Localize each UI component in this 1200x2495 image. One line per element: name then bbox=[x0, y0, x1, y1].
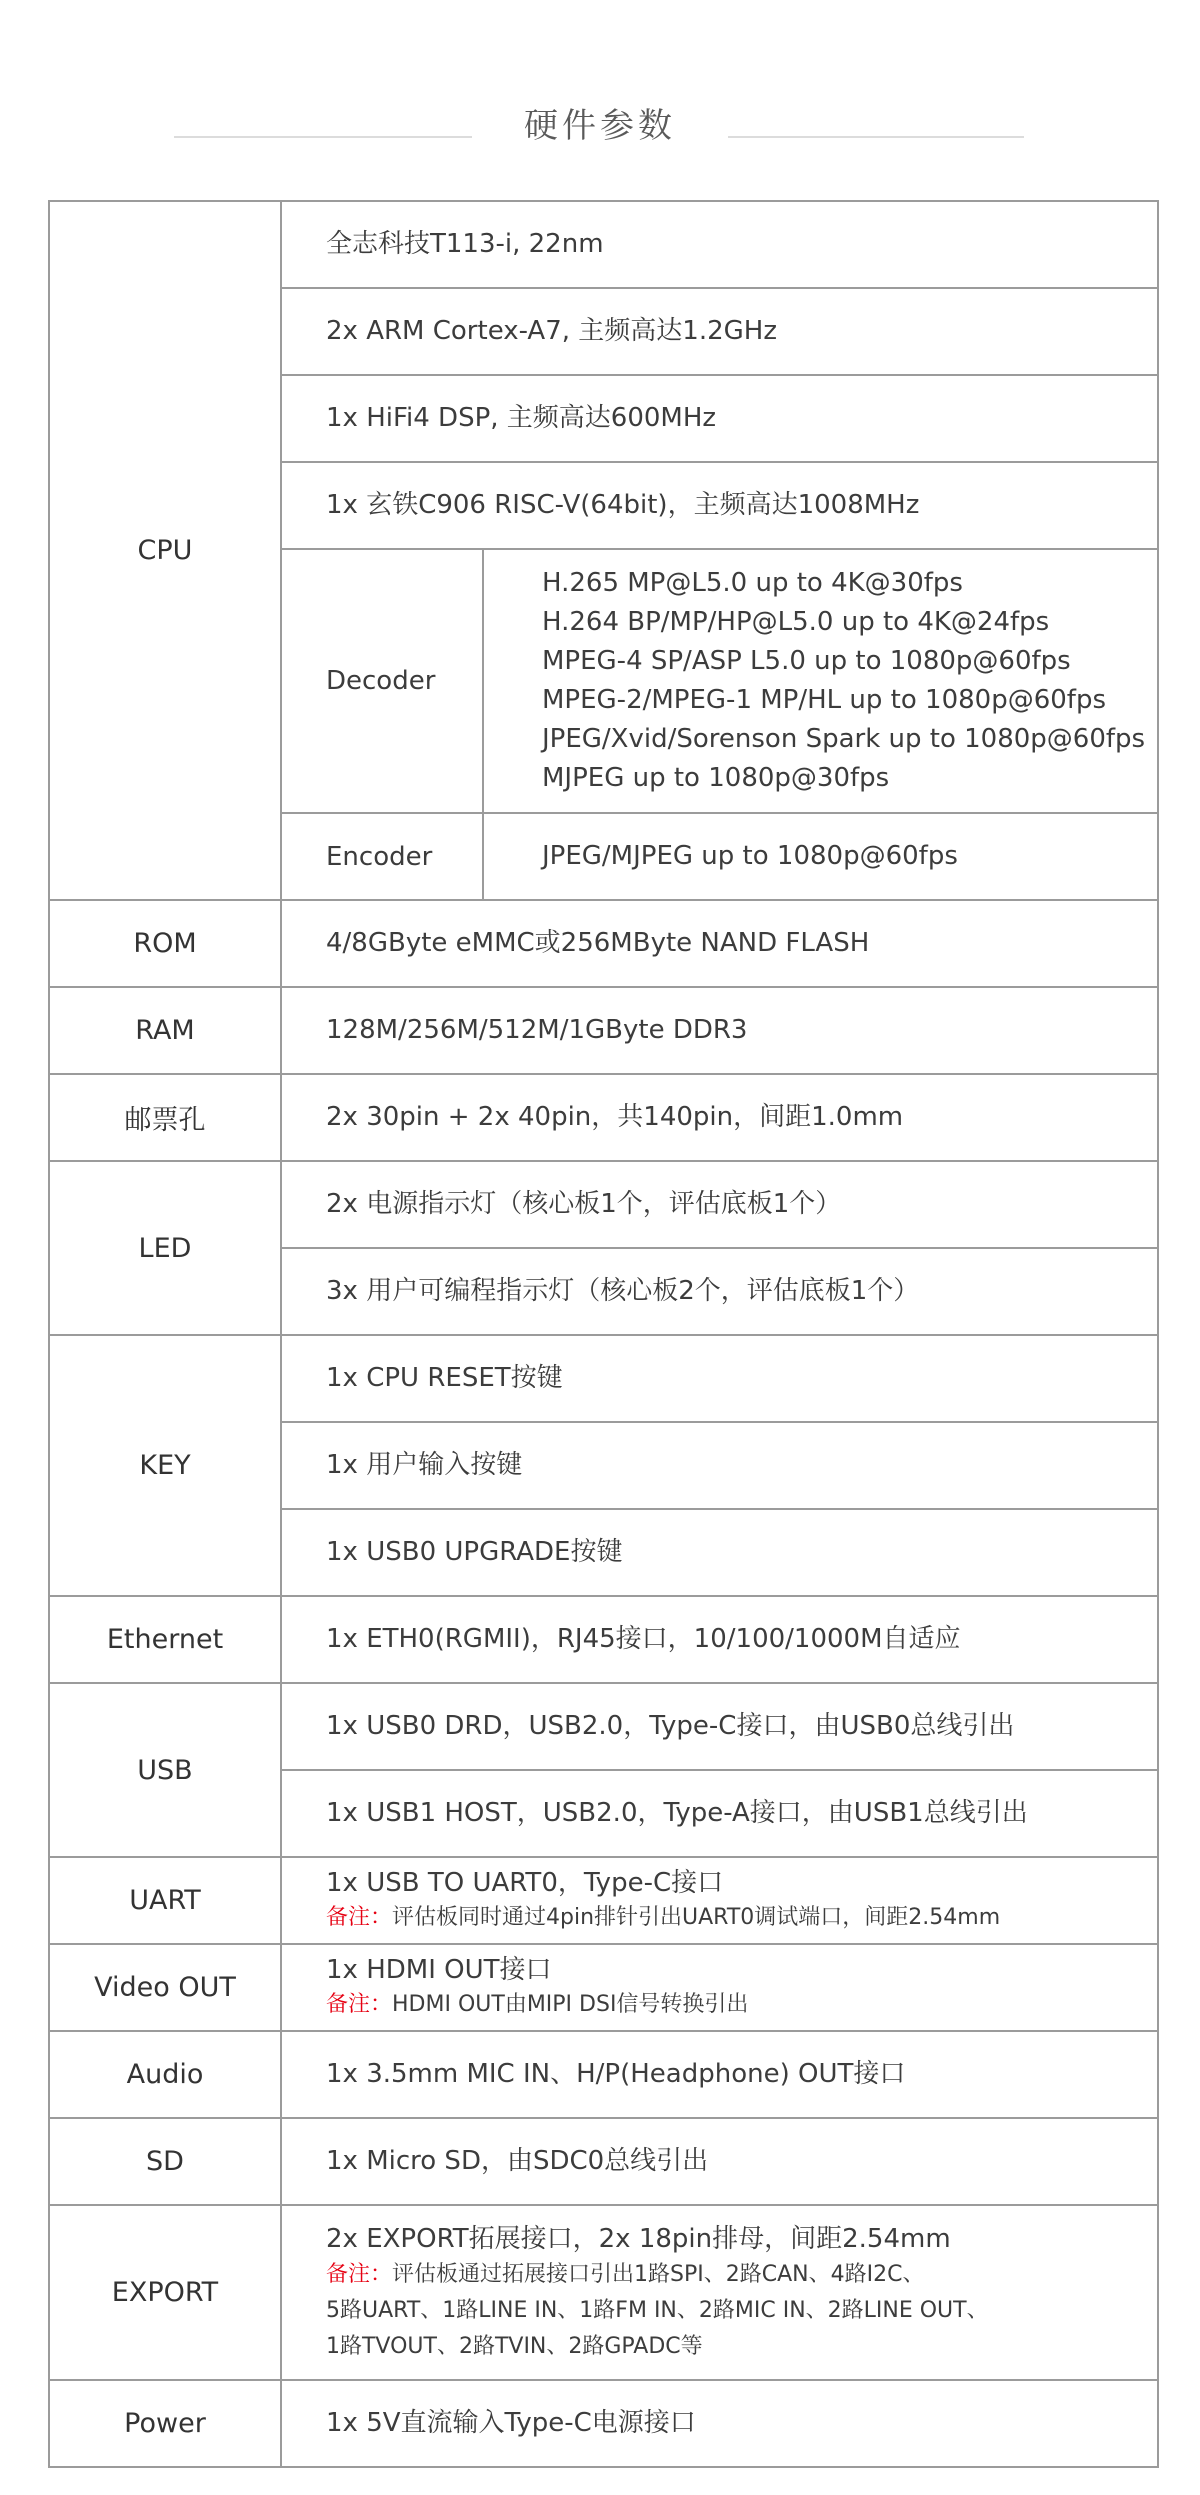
decoder-format-line: MPEG-4 SP/ASP L5.0 up to 1080p@60fps bbox=[542, 646, 1071, 676]
spec-value-audio: 1x 3.5mm MIC IN、H/P(Headphone) OUT接口 bbox=[281, 2031, 1158, 2118]
spec-label-usb: USB bbox=[49, 1683, 281, 1857]
note-text: HDMI OUT由MIPI DSI信号转换引出 bbox=[392, 1991, 749, 2017]
spec-row-ethernet bbox=[49, 1596, 1158, 1683]
encoder-format: JPEG/MJPEG up to 1080p@60fps bbox=[483, 813, 1158, 900]
spec-row-led bbox=[49, 1161, 1158, 1248]
note-text: 评估板同时通过4pin排针引出UART0调试端口，间距2.54mm bbox=[392, 1904, 1001, 1930]
video-note bbox=[326, 1987, 1157, 2023]
spec-value-ethernet: 1x ETH0(RGMII)，RJ45接口，10/100/1000M自适应 bbox=[281, 1596, 1158, 1683]
spec-label-audio: Audio bbox=[49, 2031, 281, 2118]
note-label: 备注： bbox=[326, 1904, 393, 1930]
spec-label-key: KEY bbox=[49, 1335, 281, 1596]
spec-value-rom: 4/8GByte eMMC或256MByte NAND FLASH bbox=[281, 900, 1158, 987]
spec-value-key: 1x USB0 UPGRADE按键 bbox=[281, 1509, 1158, 1596]
cpu-soc: 全志科技T113-i, 22nm bbox=[281, 201, 1158, 288]
spec-label-sd: SD bbox=[49, 2118, 281, 2205]
section-header bbox=[0, 0, 1200, 200]
spec-value-sd: 1x Micro SD，由SDC0总线引出 bbox=[281, 2118, 1158, 2205]
spec-row-ram bbox=[49, 987, 1158, 1074]
spec-row-sd bbox=[49, 2118, 1158, 2205]
decoder-format-line: H.265 MP@L5.0 up to 4K@30fps bbox=[542, 568, 963, 598]
spec-label-cpu: CPU bbox=[49, 201, 281, 900]
spec-row-cpu bbox=[49, 201, 1158, 288]
note-text: 评估板通过拓展接口引出1路SPI、2路CAN、4路I2C、 bbox=[392, 2261, 925, 2287]
spec-value-video-out bbox=[281, 1944, 1158, 2031]
spec-value-power: 1x 5V直流输入Type-C电源接口 bbox=[281, 2380, 1158, 2467]
uart-main: 1x USB TO UART0，Type-C接口 bbox=[326, 1867, 724, 1898]
note-label: 备注： bbox=[326, 2261, 393, 2287]
export-note-line: 1路TVOUT、2路TVIN、2路GPADC等 bbox=[326, 2333, 703, 2359]
section-title: 硬件参数 bbox=[524, 106, 676, 146]
spec-row-uart bbox=[49, 1857, 1158, 1944]
spec-value-led: 3x 用户可编程指示灯（核心板2个，评估底板1个） bbox=[281, 1248, 1158, 1335]
spec-value-export bbox=[281, 2205, 1158, 2380]
spec-label-stamp-hole: 邮票孔 bbox=[49, 1074, 281, 1161]
spec-label-video-out: Video OUT bbox=[49, 1944, 281, 2031]
spec-label-led: LED bbox=[49, 1161, 281, 1335]
decoder-format-line: MPEG-2/MPEG-1 MP/HL up to 1080p@60fps bbox=[542, 685, 1106, 715]
spec-row-audio bbox=[49, 2031, 1158, 2118]
hardware-spec-table bbox=[48, 200, 1159, 2468]
cpu-dsp: 1x HiFi4 DSP, 主频高达600MHz bbox=[281, 375, 1158, 462]
export-note bbox=[326, 2257, 1157, 2293]
export-note-line: 5路UART、1路LINE IN、1路FM IN、2路MIC IN、2路LINE OUT、 bbox=[326, 2297, 989, 2323]
spec-label-ram: RAM bbox=[49, 987, 281, 1074]
spec-row-stamp-hole bbox=[49, 1074, 1158, 1161]
spec-row-export bbox=[49, 2205, 1158, 2380]
spec-value-ram: 128M/256M/512M/1GByte DDR3 bbox=[281, 987, 1158, 1074]
spec-row-key bbox=[49, 1335, 1158, 1422]
spec-row-video-out bbox=[49, 1944, 1158, 2031]
spec-value-key: 1x CPU RESET按键 bbox=[281, 1335, 1158, 1422]
decoder-format-line: H.264 BP/MP/HP@L5.0 up to 4K@24fps bbox=[542, 607, 1050, 637]
spec-value-led: 2x 电源指示灯（核心板1个，评估底板1个） bbox=[281, 1161, 1158, 1248]
encoder-label: Encoder bbox=[281, 813, 483, 900]
note-label: 备注： bbox=[326, 1991, 393, 2017]
video-main: 1x HDMI OUT接口 bbox=[326, 1954, 552, 1985]
spec-value-key: 1x 用户输入按键 bbox=[281, 1422, 1158, 1509]
spec-label-ethernet: Ethernet bbox=[49, 1596, 281, 1683]
uart-note bbox=[326, 1900, 1157, 1936]
spec-row-usb bbox=[49, 1683, 1158, 1770]
spec-label-rom: ROM bbox=[49, 900, 281, 987]
decoder-format-line: JPEG/Xvid/Sorenson Spark up to 1080p@60fps bbox=[542, 724, 1146, 754]
decoder-formats bbox=[483, 549, 1158, 813]
spec-row-power bbox=[49, 2380, 1158, 2467]
header-divider-right bbox=[728, 136, 1024, 138]
cpu-riscv: 1x 玄铁C906 RISC-V(64bit)，主频高达1008MHz bbox=[281, 462, 1158, 549]
decoder-format-line: MJPEG up to 1080p@30fps bbox=[542, 763, 890, 793]
spec-label-uart: UART bbox=[49, 1857, 281, 1944]
spec-value-usb: 1x USB1 HOST，USB2.0，Type-A接口，由USB1总线引出 bbox=[281, 1770, 1158, 1857]
spec-row-rom bbox=[49, 900, 1158, 987]
export-main: 2x EXPORT拓展接口，2x 18pin排母，间距2.54mm bbox=[326, 2223, 951, 2254]
spec-label-power: Power bbox=[49, 2380, 281, 2467]
spec-label-export: EXPORT bbox=[49, 2205, 281, 2380]
decoder-label: Decoder bbox=[281, 549, 483, 813]
spec-value-uart bbox=[281, 1857, 1158, 1944]
spec-value-usb: 1x USB0 DRD，USB2.0，Type-C接口，由USB0总线引出 bbox=[281, 1683, 1158, 1770]
cpu-arm-core: 2x ARM Cortex-A7, 主频高达1.2GHz bbox=[281, 288, 1158, 375]
spec-value-stamp-hole: 2x 30pin + 2x 40pin，共140pin，间距1.0mm bbox=[281, 1074, 1158, 1161]
